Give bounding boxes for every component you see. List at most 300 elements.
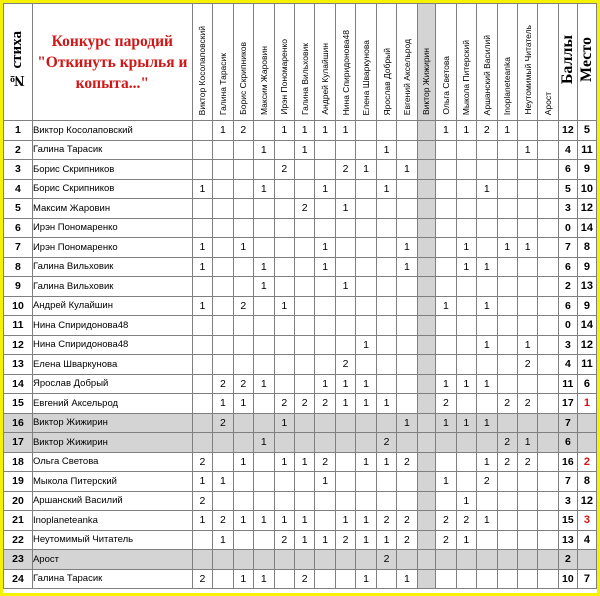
score-cell: 1: [335, 277, 355, 297]
place-cell: 11: [577, 140, 596, 160]
score-cell: [356, 296, 376, 316]
place-cell: 5: [577, 121, 596, 141]
score-cell: [477, 550, 497, 570]
score-cell: [538, 452, 558, 472]
score-cell: [254, 530, 274, 550]
score-cell: 2: [294, 394, 314, 414]
table-row: [4, 491, 597, 511]
score-cell: [477, 277, 497, 297]
score-cell: [497, 335, 517, 355]
score-cell: 2: [315, 394, 335, 414]
score-cell: [294, 257, 314, 277]
score-cell: 1: [456, 257, 476, 277]
author-name: Виктор Жижирин: [32, 413, 192, 433]
place-cell: 12: [577, 199, 596, 219]
score-cell: [538, 491, 558, 511]
row-number: 8: [4, 257, 33, 277]
score-cell: [294, 160, 314, 180]
score-cell: [376, 277, 396, 297]
points-cell: 7: [558, 413, 577, 433]
score-cell: [274, 238, 294, 258]
author-name: Нина Спиридонова48: [32, 335, 192, 355]
score-cell: 2: [294, 199, 314, 219]
score-cell: [254, 218, 274, 238]
score-cell: [192, 355, 212, 375]
score-cell: [436, 218, 456, 238]
score-cell: 1: [315, 374, 335, 394]
score-cell: 1: [517, 238, 537, 258]
score-cell: [315, 511, 335, 531]
points-cell: 7: [558, 238, 577, 258]
score-cell: [497, 316, 517, 336]
place-cell: 1: [577, 394, 596, 414]
score-cell: [417, 335, 435, 355]
score-cell: [456, 355, 476, 375]
score-cell: 1: [477, 296, 497, 316]
row-number: 23: [4, 550, 33, 570]
row-number: 12: [4, 335, 33, 355]
row-number: 10: [4, 296, 33, 316]
score-cell: 1: [315, 530, 335, 550]
table-row: [4, 433, 597, 453]
place-cell: 10: [577, 179, 596, 199]
score-cell: [294, 491, 314, 511]
jury-name: Максим Жаровин: [258, 45, 269, 115]
place-cell: 13: [577, 277, 596, 297]
score-cell: 1: [456, 491, 476, 511]
score-cell: [376, 335, 396, 355]
score-cell: 1: [456, 238, 476, 258]
score-cell: [436, 452, 456, 472]
author-name: Борис Скрипников: [32, 160, 192, 180]
score-cell: [233, 316, 253, 336]
score-cell: 1: [274, 452, 294, 472]
score-cell: 2: [477, 472, 497, 492]
score-cell: [274, 316, 294, 336]
score-cell: [192, 140, 212, 160]
score-cell: 2: [233, 374, 253, 394]
score-cell: [233, 472, 253, 492]
table-row: [4, 140, 597, 160]
score-cell: 1: [477, 374, 497, 394]
jury-header: [315, 4, 335, 121]
score-cell: [436, 277, 456, 297]
score-cell: 1: [456, 413, 476, 433]
score-cell: [315, 140, 335, 160]
score-cell: [192, 218, 212, 238]
jury-header: [192, 4, 212, 121]
score-cell: 2: [274, 530, 294, 550]
score-cell: [315, 355, 335, 375]
score-cell: 1: [213, 121, 233, 141]
score-cell: [477, 491, 497, 511]
score-cell: [456, 140, 476, 160]
score-cell: 2: [213, 374, 233, 394]
score-cell: [213, 277, 233, 297]
score-cell: 1: [294, 121, 314, 141]
score-cell: [233, 413, 253, 433]
score-cell: [274, 550, 294, 570]
score-cell: [294, 277, 314, 297]
points-cell: 3: [558, 491, 577, 511]
score-cell: 1: [356, 335, 376, 355]
score-cell: 1: [213, 394, 233, 414]
score-cell: [417, 569, 435, 589]
score-cell: [517, 569, 537, 589]
score-cell: [315, 491, 335, 511]
author-name: Андрей Кулайшин: [32, 296, 192, 316]
place-cell: 7: [577, 569, 596, 589]
score-cell: [356, 218, 376, 238]
score-cell: [538, 316, 558, 336]
score-cell: [538, 433, 558, 453]
score-cell: 2: [436, 511, 456, 531]
score-cell: [517, 511, 537, 531]
score-cell: [397, 374, 417, 394]
score-cell: [294, 179, 314, 199]
score-cell: 2: [233, 296, 253, 316]
score-cell: [233, 218, 253, 238]
score-cell: [356, 238, 376, 258]
place-header: [577, 4, 596, 121]
score-cell: [497, 530, 517, 550]
score-cell: 2: [192, 491, 212, 511]
score-cell: 1: [397, 238, 417, 258]
row-number: 21: [4, 511, 33, 531]
table-row: [4, 238, 597, 258]
score-cell: 1: [397, 257, 417, 277]
score-cell: [538, 296, 558, 316]
table-row: [4, 550, 597, 570]
score-cell: 1: [315, 238, 335, 258]
score-cell: 2: [213, 511, 233, 531]
score-cell: [497, 413, 517, 433]
score-cell: [315, 316, 335, 336]
score-cell: 1: [254, 179, 274, 199]
score-cell: [335, 433, 355, 453]
score-cell: [397, 316, 417, 336]
score-cell: [376, 374, 396, 394]
score-cell: 1: [436, 374, 456, 394]
score-cell: [436, 238, 456, 258]
score-cell: [517, 277, 537, 297]
score-cell: [497, 257, 517, 277]
score-cell: [213, 569, 233, 589]
score-cell: [192, 277, 212, 297]
score-cell: 2: [274, 394, 294, 414]
score-cell: [456, 472, 476, 492]
points-header: [558, 4, 577, 121]
score-cell: 2: [213, 413, 233, 433]
table-row: [4, 179, 597, 199]
score-cell: 1: [436, 472, 456, 492]
score-cell: 2: [376, 433, 396, 453]
table-row: [4, 121, 597, 141]
score-cell: [213, 257, 233, 277]
score-cell: 1: [192, 179, 212, 199]
score-cell: [436, 160, 456, 180]
score-cell: 2: [274, 160, 294, 180]
score-cell: [335, 335, 355, 355]
score-cell: [335, 179, 355, 199]
score-cell: [192, 413, 212, 433]
score-cell: 1: [517, 140, 537, 160]
place-cell: 2: [577, 452, 596, 472]
score-cell: [417, 296, 435, 316]
score-cell: [254, 121, 274, 141]
score-cell: [294, 218, 314, 238]
score-cell: [456, 569, 476, 589]
score-cell: [254, 472, 274, 492]
jury-name: Галина Тарасик: [217, 52, 228, 115]
score-cell: [356, 355, 376, 375]
score-cell: 2: [497, 452, 517, 472]
jury-header: [274, 4, 294, 121]
jury-name: Евгений Аксельрод: [401, 38, 412, 115]
score-cell: [254, 394, 274, 414]
score-cell: [335, 140, 355, 160]
place-cell: 14: [577, 316, 596, 336]
score-cell: [315, 296, 335, 316]
score-cell: [517, 491, 537, 511]
score-cell: 1: [397, 160, 417, 180]
number-header-label: № стиха: [9, 30, 26, 89]
author-name: Галина Вильховик: [32, 257, 192, 277]
score-cell: 2: [335, 160, 355, 180]
row-number: 9: [4, 277, 33, 297]
author-name: Ярослав Добрый: [32, 374, 192, 394]
score-cell: [315, 160, 335, 180]
score-cell: 1: [254, 257, 274, 277]
score-cell: [497, 277, 517, 297]
score-cell: [254, 452, 274, 472]
score-cell: 2: [397, 530, 417, 550]
score-cell: [274, 218, 294, 238]
score-cell: 1: [254, 277, 274, 297]
score-cell: [538, 355, 558, 375]
score-cell: [417, 218, 435, 238]
score-cell: 2: [456, 511, 476, 531]
jury-name: Нина Спиридонова48: [340, 29, 351, 115]
score-cell: [233, 335, 253, 355]
jury-name: Неутомимый Читатель: [522, 25, 533, 115]
score-cell: 1: [456, 374, 476, 394]
score-cell: [376, 491, 396, 511]
points-cell: 4: [558, 140, 577, 160]
score-cell: [376, 257, 396, 277]
score-cell: [436, 491, 456, 511]
score-cell: [315, 433, 335, 453]
score-cell: [376, 199, 396, 219]
score-cell: [376, 413, 396, 433]
score-cell: [356, 277, 376, 297]
score-cell: [294, 433, 314, 453]
score-cell: 1: [517, 433, 537, 453]
score-cell: [538, 530, 558, 550]
score-cell: 1: [254, 569, 274, 589]
score-cell: [417, 472, 435, 492]
score-cell: [456, 199, 476, 219]
score-cell: [497, 472, 517, 492]
score-cell: [192, 530, 212, 550]
score-cell: [213, 433, 233, 453]
author-name: Ирэн Пономаренко: [32, 238, 192, 258]
score-cell: [417, 530, 435, 550]
score-cell: 2: [397, 511, 417, 531]
author-name: Евгений Аксельрод: [32, 394, 192, 414]
score-cell: [233, 160, 253, 180]
score-cell: [477, 140, 497, 160]
score-cell: [477, 316, 497, 336]
score-cell: [497, 374, 517, 394]
score-cell: [294, 472, 314, 492]
score-cell: [213, 452, 233, 472]
row-number: 16: [4, 413, 33, 433]
place-cell: 9: [577, 257, 596, 277]
score-cell: [376, 569, 396, 589]
table-row: [4, 316, 597, 336]
score-cell: [376, 218, 396, 238]
score-cell: [233, 140, 253, 160]
score-cell: 2: [436, 394, 456, 414]
score-cell: 1: [315, 472, 335, 492]
score-cell: [376, 238, 396, 258]
score-cell: 1: [335, 511, 355, 531]
score-cell: [274, 433, 294, 453]
place-cell: [577, 550, 596, 570]
jury-header: [538, 4, 558, 121]
score-cell: 2: [376, 550, 396, 570]
score-cell: [477, 199, 497, 219]
score-cell: [192, 374, 212, 394]
place-cell: 6: [577, 374, 596, 394]
score-cell: 2: [436, 530, 456, 550]
score-cell: [356, 179, 376, 199]
score-cell: [213, 550, 233, 570]
points-cell: 11: [558, 374, 577, 394]
score-cell: [315, 569, 335, 589]
score-cell: [397, 433, 417, 453]
score-cell: [376, 472, 396, 492]
score-cell: [517, 374, 537, 394]
jury-header: [517, 4, 537, 121]
points-cell: 0: [558, 218, 577, 238]
score-cell: [477, 433, 497, 453]
score-cell: [213, 199, 233, 219]
row-number: 11: [4, 316, 33, 336]
score-cell: 2: [497, 433, 517, 453]
points-cell: 4: [558, 355, 577, 375]
score-cell: [213, 316, 233, 336]
score-cell: [477, 530, 497, 550]
score-cell: 1: [315, 179, 335, 199]
score-cell: [538, 179, 558, 199]
score-cell: [417, 140, 435, 160]
score-cell: [376, 296, 396, 316]
score-cell: [192, 433, 212, 453]
row-number: 19: [4, 472, 33, 492]
score-cell: [274, 199, 294, 219]
jury-header: [497, 4, 517, 121]
jury-name: Ирэн Пономаренко: [279, 39, 290, 115]
score-cell: [538, 257, 558, 277]
score-cell: [294, 335, 314, 355]
score-cell: 2: [315, 452, 335, 472]
row-number: 5: [4, 199, 33, 219]
author-name: Галина Тарасик: [32, 140, 192, 160]
score-cell: [335, 238, 355, 258]
score-cell: [254, 491, 274, 511]
score-cell: [497, 160, 517, 180]
jury-header: [294, 4, 314, 121]
points-cell: 17: [558, 394, 577, 414]
place-cell: 9: [577, 160, 596, 180]
points-cell: 7: [558, 472, 577, 492]
points-cell: 3: [558, 199, 577, 219]
score-cell: [274, 140, 294, 160]
jury-header: [233, 4, 253, 121]
score-cell: [436, 140, 456, 160]
score-cell: [517, 218, 537, 238]
score-cell: [233, 179, 253, 199]
points-cell: 10: [558, 569, 577, 589]
score-cell: [274, 335, 294, 355]
score-cell: [233, 199, 253, 219]
place-cell: 12: [577, 335, 596, 355]
score-cell: [335, 472, 355, 492]
score-cell: 1: [356, 511, 376, 531]
score-cell: [233, 277, 253, 297]
row-number: 6: [4, 218, 33, 238]
jury-name: Виктор Жижирин: [421, 47, 432, 115]
score-cell: [335, 452, 355, 472]
place-header-label: Место: [577, 37, 595, 82]
score-cell: [397, 491, 417, 511]
score-cell: [517, 413, 537, 433]
score-cell: 1: [477, 257, 497, 277]
score-cell: [213, 179, 233, 199]
score-cell: [254, 238, 274, 258]
score-cell: [397, 199, 417, 219]
score-cell: [456, 160, 476, 180]
score-cell: 1: [376, 394, 396, 414]
score-cell: [517, 550, 537, 570]
score-cell: [213, 160, 233, 180]
row-number: 3: [4, 160, 33, 180]
score-cell: [538, 569, 558, 589]
score-cell: [417, 316, 435, 336]
table-row: [4, 199, 597, 219]
author-name: Максим Жаровин: [32, 199, 192, 219]
score-cell: [254, 355, 274, 375]
score-cell: [517, 316, 537, 336]
score-cell: [213, 355, 233, 375]
score-cell: [477, 218, 497, 238]
score-cell: [274, 179, 294, 199]
score-cell: 2: [517, 394, 537, 414]
jury-header: [356, 4, 376, 121]
table-row: [4, 374, 597, 394]
score-cell: [294, 413, 314, 433]
score-cell: 1: [356, 452, 376, 472]
score-cell: 1: [456, 121, 476, 141]
author-name: Inoplaneteanka: [32, 511, 192, 531]
score-cell: [456, 394, 476, 414]
score-cell: [192, 335, 212, 355]
score-cell: [538, 199, 558, 219]
score-cell: [376, 355, 396, 375]
points-cell: 6: [558, 296, 577, 316]
